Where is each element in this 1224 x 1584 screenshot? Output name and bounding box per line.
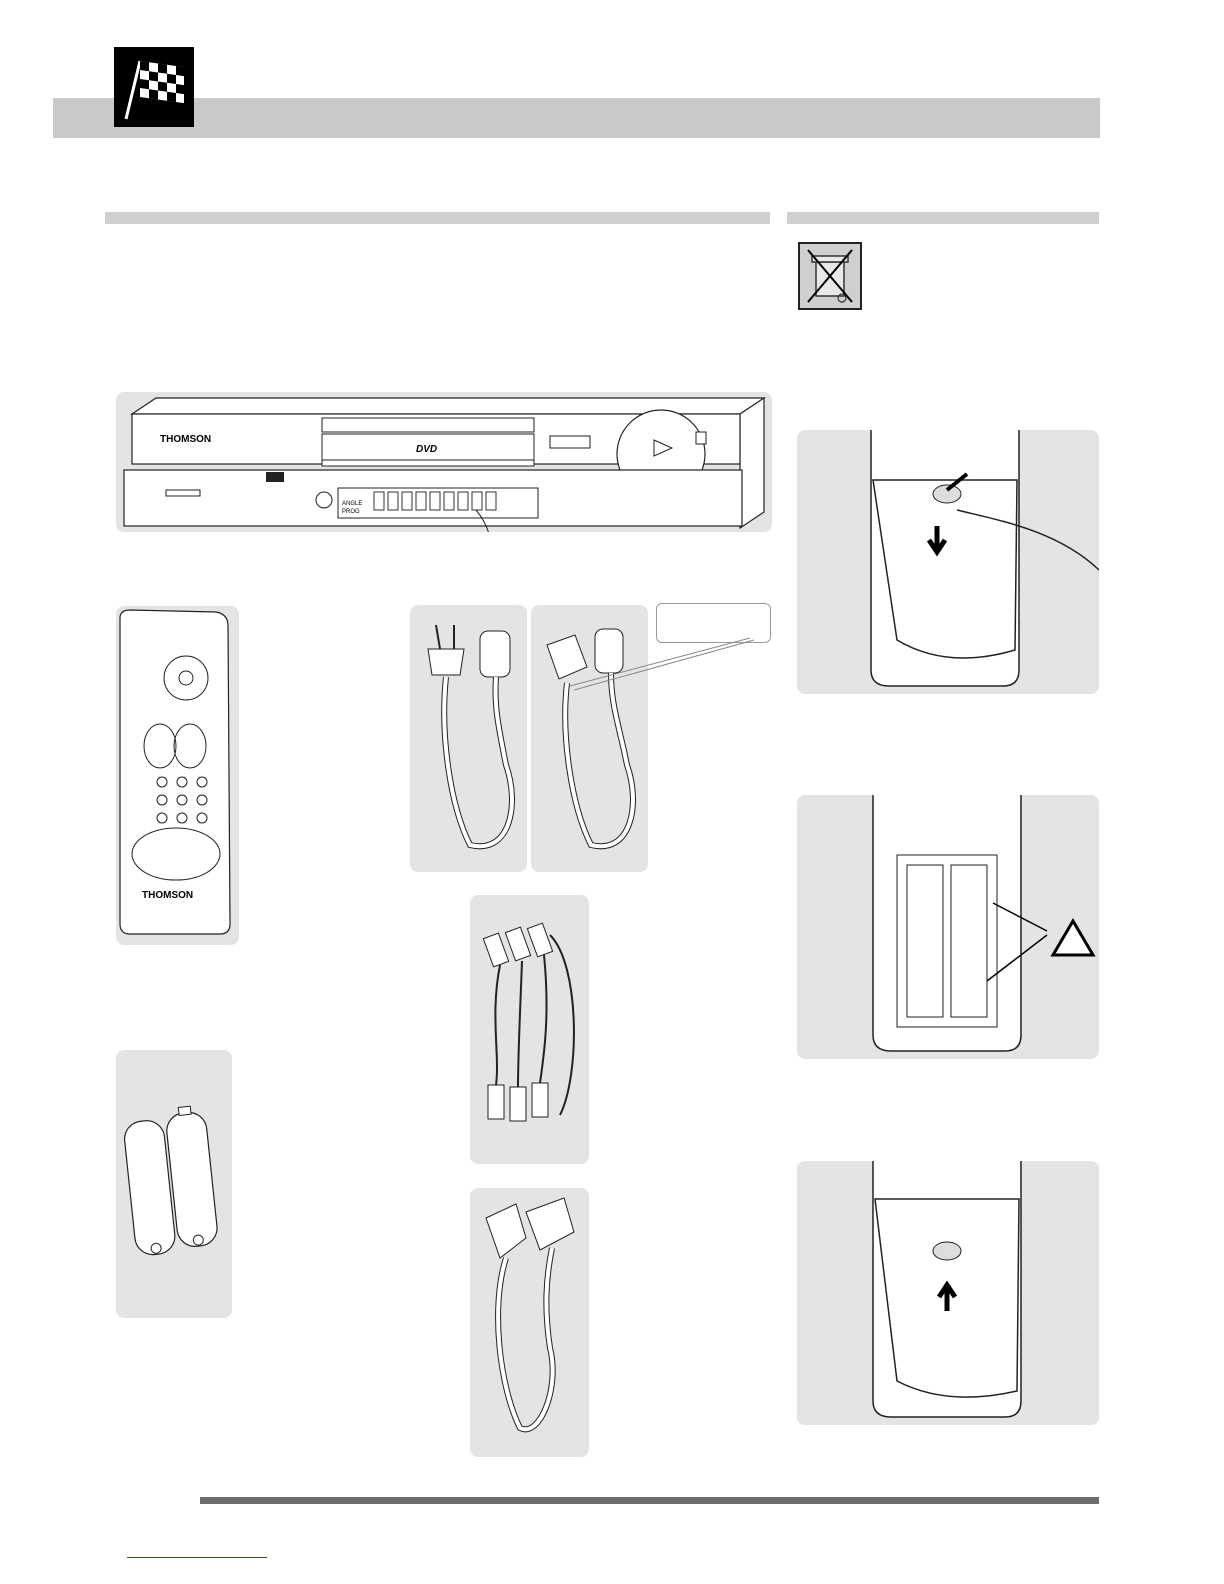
dvd-player-illustration bbox=[116, 392, 772, 532]
step-open-battery-cover bbox=[797, 430, 1099, 694]
section-bar-left bbox=[105, 212, 770, 224]
display-label-prog: PROG bbox=[342, 509, 360, 515]
crossed-out-bin-icon bbox=[798, 242, 862, 310]
display-label-angle: ANGLE bbox=[342, 501, 363, 507]
header-band bbox=[53, 98, 1100, 138]
footer-rule bbox=[200, 1497, 1099, 1504]
bottom-link-underline[interactable] bbox=[127, 1557, 267, 1558]
remote-brand-logo: THOMSON bbox=[142, 890, 194, 901]
step-insert-batteries bbox=[797, 795, 1099, 1059]
scart-cable-illustration bbox=[470, 1188, 589, 1457]
warning-triangle-icon bbox=[1053, 921, 1093, 955]
mains-cable-eu-illustration bbox=[410, 605, 527, 872]
checkered-flag-icon bbox=[114, 47, 194, 127]
brand-logo-upper: THOMSON bbox=[160, 434, 212, 445]
batteries-illustration bbox=[116, 1050, 232, 1318]
section-bar-right bbox=[787, 212, 1099, 224]
dvd-logo: DVD bbox=[416, 444, 438, 455]
callout-leader-lines bbox=[560, 636, 780, 696]
remote-control-illustration bbox=[116, 606, 239, 945]
step-close-battery-cover bbox=[797, 1161, 1099, 1425]
audio-video-cable-illustration bbox=[470, 895, 589, 1164]
